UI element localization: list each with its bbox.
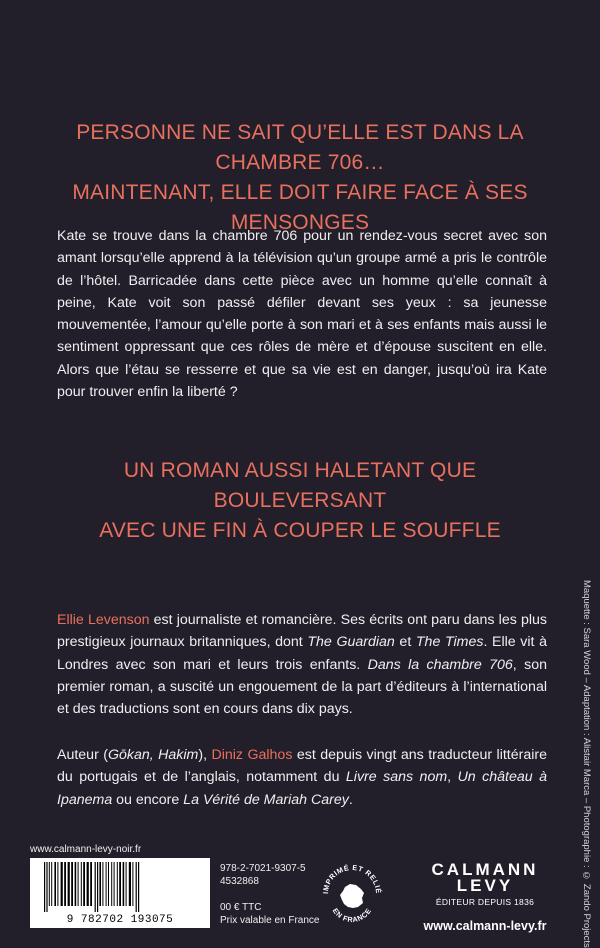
work-title: Livre sans nom [345,769,448,786]
author-bio-text: et [394,634,416,651]
publisher-tagline: ÉDITEUR DEPUIS 1836 [435,897,535,907]
isbn-block [220,862,306,888]
made-in-france-seal-icon [320,860,384,932]
author-bio-text: . Elle vit à Londres avec son mari et leurs trois enfants. [57,634,547,673]
barcode-bar [95,862,96,912]
middle-tagline-line2: AVEC UNE FIN À COUPER LE SOUFFLE [99,519,501,542]
barcode-bar [71,862,73,906]
translator-bio-text: ), [198,747,212,763]
barcode-bar [106,862,107,906]
translator-bio [57,744,547,811]
barcode-bar [75,862,77,906]
barcode-bar [136,862,137,912]
translator-bio-text: Auteur ( [57,747,108,763]
author-name: Ellie Levenson [57,612,150,628]
price-value: 00 € TTC [220,902,262,913]
isbn-number: 978-2-7021-9307-5 [220,863,306,874]
translator-name: Diniz Galhos [211,747,293,763]
barcode-bar [83,862,85,906]
barcode-bar [102,862,103,906]
newspaper-title: The Times [415,634,484,651]
barcode-bar [114,862,115,906]
barcode-bar [119,862,121,906]
barcode-bar [117,862,118,906]
svg-text:EN FRANCE [331,906,373,924]
barcode-bar [46,862,47,912]
france-map-icon [340,884,364,908]
translator-bio-text: . [348,791,353,808]
barcode-bar [68,862,70,906]
publisher-block [405,862,565,933]
author-bio-text: , son premier roman, a suscité un engouement de la part d’éditeurs à l’international et des traductions sont en cours dans dix pays. [57,656,547,718]
barcode-bar [108,862,109,906]
publisher-name-line1: CALMANN [431,860,539,879]
barcode-bar [44,862,45,912]
translator-bio-text: , [447,769,458,786]
book-title: Dans la chambre 706 [367,656,513,673]
barcode-bar [126,862,127,906]
publisher-logo [405,862,565,894]
middle-tagline-line1: UN ROMAN AUSSI HALETANT QUE BOULEVERSANT [123,459,477,512]
translator-bio-text: ou encore [112,791,184,808]
barcode-bar [99,862,101,906]
barcode-bar [123,862,125,906]
newspaper-title: The Guardian [307,634,395,651]
design-credits: Maquette : Sara Wood – Adaptation : Alistair Marca – Photographie : © Zando Projects [581,580,592,948]
seal-bottom-text: EN FRANCE [330,906,374,925]
work-title: Un château à Ipanema [57,769,547,808]
barcode-bar [49,862,50,906]
barcode-bar [54,862,56,906]
price-note: Prix valable en France [220,915,320,926]
top-tagline [40,118,560,238]
work-title: Gōkan, Hakim [107,747,199,763]
barcode-bar [132,862,133,906]
barcode-bar [78,862,79,906]
barcode-bar [129,862,131,906]
author-bio [57,609,547,720]
barcode-bar [97,862,98,912]
barcode-bars [30,858,210,914]
publisher-website[interactable]: www.calmann-levy.fr [423,919,547,933]
price-block [220,901,320,927]
barcode-bar [111,862,112,906]
book-blurb: Kate se trouve dans la chambre 706 pour un rendez-vous secret avec son amant lorsqu’elle apprend à la télévision qu’un groupe armé a pris le contrôle de l’hôtel. Barricadée dans cette pièce avec un homme qu’elle connaît à peine, Kate voit son passé défiler devant ses yeux : sa jeunesse mouvementée, l’amour qu’elle porte à son mari et à ses enfants mais aussi le sentiment oppressant que ces rôles de mère et d’épouse suscitent en elle. Alors que l’étau se resserre et que sa vie est en danger, jusqu’où ira Kate pour trouver enfin la liberté ? [57,228,547,401]
top-tagline-line1: PERSONNE NE SAIT QU’ELLE EST DANS LA CHAMBRE 706… [76,121,524,174]
barcode-bar [64,862,66,906]
middle-tagline [40,456,560,546]
barcode-bar [57,862,58,906]
barcode-bar [51,862,52,906]
barcode-bar [87,862,89,906]
publisher-name-line2: LEVY [456,876,514,895]
work-title: La Vérité de Mariah Carey [183,791,349,808]
barcode-bar [138,862,139,912]
top-tagline-line2: MAINTENANT, ELLE DOIT FAIRE FACE À SES MENSONGES [72,181,528,234]
barcode-bar [81,862,82,906]
seal-top-text: IMPRIMÉ ET RELIÉ [320,862,384,895]
barcode-bar [90,862,92,906]
barcode-digits: 9 782702 193075 [66,914,174,926]
translator-bio-text: est depuis vingt ans traducteur littéraire du portugais et de l’anglais, notamment du [57,747,547,786]
imprint-website[interactable]: www.calmann-levy-noir.fr [30,844,142,855]
author-bio-text: est journaliste et romancière. Ses écrits ont paru dans les plus prestigieux journaux britanniques, dont [57,612,547,651]
barcode [30,858,210,928]
barcode-bar [61,862,63,906]
product-code: 4532868 [220,876,259,887]
